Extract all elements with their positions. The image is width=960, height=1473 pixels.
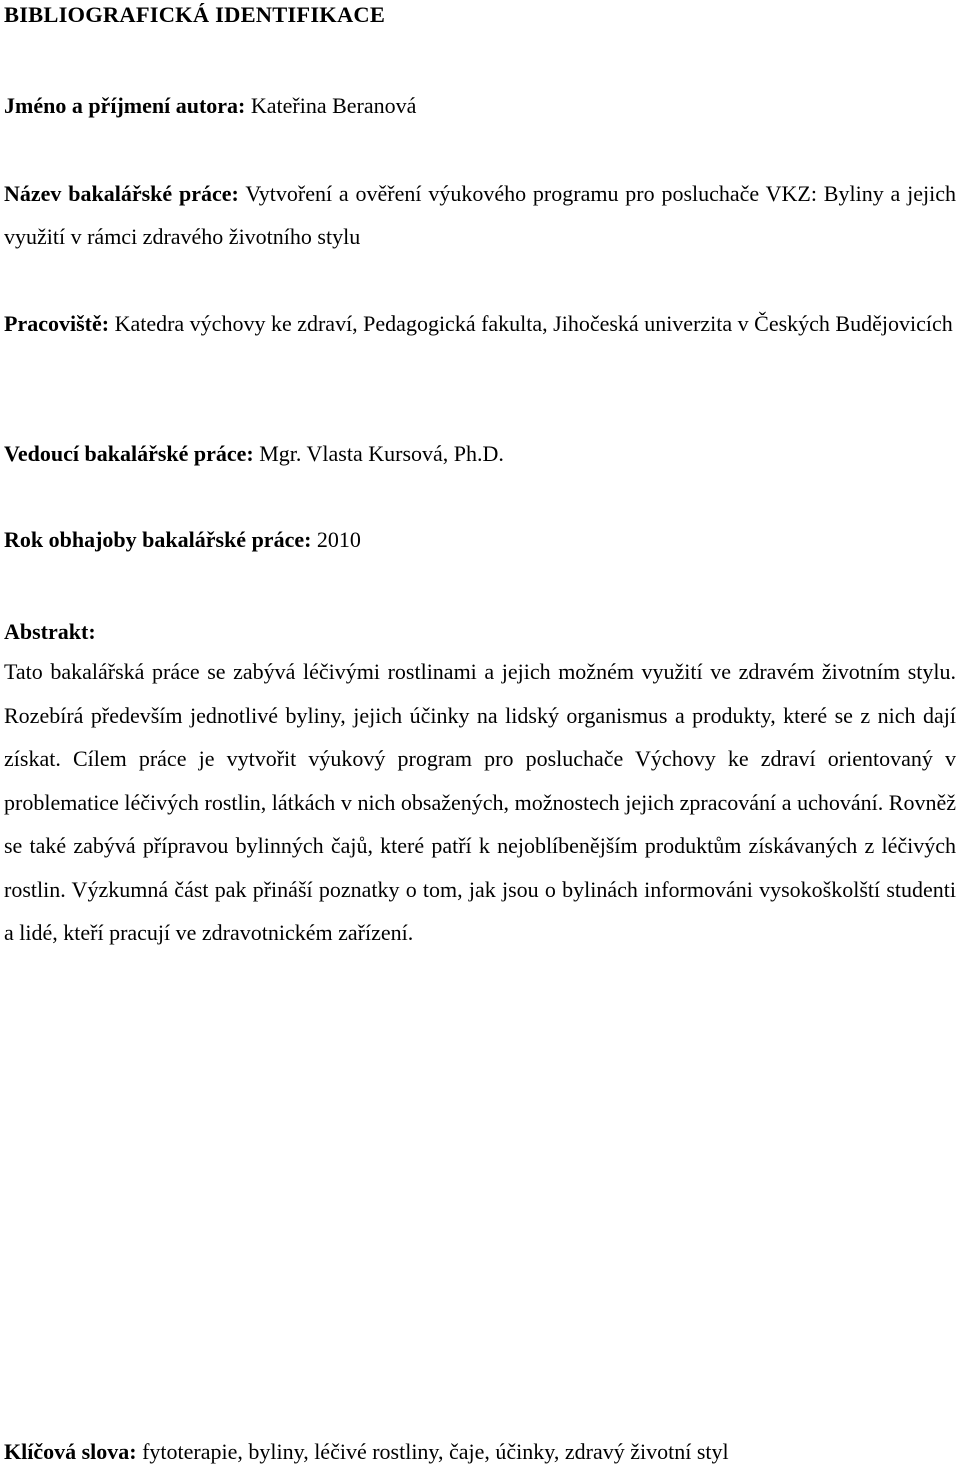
- workplace-value: Katedra výchovy ke zdraví, Pedagogická fakulta, Jihočeská univerzita v Českých Budějovicích: [114, 311, 953, 336]
- workplace-field: [4, 302, 956, 345]
- thesis-title-label: Název bakalářské práce:: [4, 181, 239, 206]
- defense-year-value: 2010: [316, 527, 361, 552]
- supervisor-field: [4, 432, 956, 475]
- thesis-title-value: Vytvoření a ověření výukového programu pro posluchače VKZ: Byliny a jejich využití v rámci zdravého životního stylu: [4, 181, 956, 249]
- author-value: Kateřina Beranová: [250, 93, 417, 118]
- document-title: BIBLIOGRAFICKÁ IDENTIFIKACE: [4, 2, 386, 27]
- thesis-title-field: [4, 172, 956, 258]
- keywords-label: Klíčová slova:: [4, 1439, 137, 1464]
- author-field: [4, 84, 956, 127]
- defense-year-label: Rok obhajoby bakalářské práce:: [4, 527, 312, 552]
- workplace-label: Pracoviště:: [4, 311, 110, 336]
- abstract-text: Tato bakalářská práce se zabývá léčivými rostlinami a jejich možném využití ve zdravém životním stylu. Rozebírá především jednotlivé byliny, jejich účinky na lidský organismus a produkty, které se z nich dají získat. Cílem práce je vytvořit výukový program pro posluchače Výchovy ke zdraví orientovaný v problematice léčivých rostlin, látkách v nich obsažených, možnostech jejich zpracování a uchování. Rovněž se také zabývá přípravou bylinných čajů, které patří k nejoblíbenějším produktům získávaných z léčivých rostlin. Výzkumná část pak přináší poznatky o tom, jak jsou o bylinách informováni vysokoškolští studenti a lidé, kteří pracují ve zdravotnickém zařízení.: [4, 659, 956, 945]
- supervisor-label: Vedoucí bakalářské práce:: [4, 441, 254, 466]
- author-label: Jméno a příjmení autora:: [4, 93, 246, 118]
- abstract-heading: Abstrakt:: [4, 619, 96, 644]
- defense-year-field: [4, 518, 956, 561]
- keywords-value: fytoterapie, byliny, léčivé rostliny, čaje, účinky, zdravý životní styl: [142, 1439, 729, 1464]
- supervisor-value: Mgr. Vlasta Kursová, Ph.D.: [259, 441, 504, 466]
- keywords-field: [4, 1430, 956, 1473]
